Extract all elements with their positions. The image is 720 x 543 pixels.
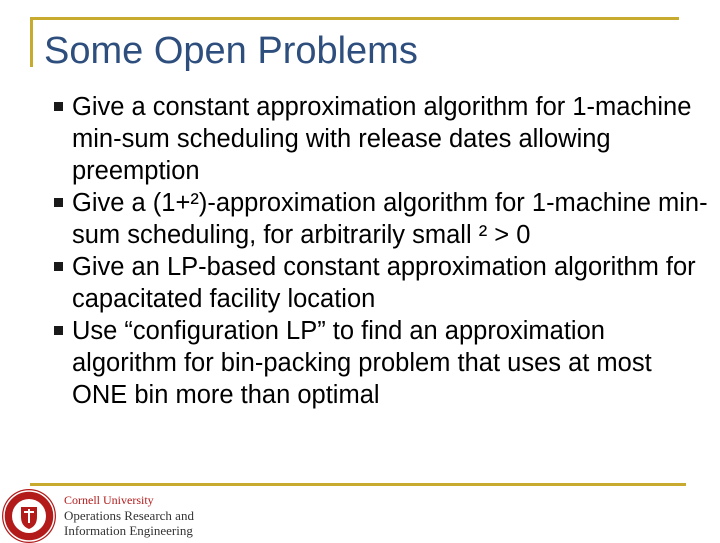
square-bullet-icon [54,326,63,335]
footer-rule [30,483,686,486]
bullet-item [54,187,714,251]
bullet-text: Use “configuration LP” to find an approximation algorithm for bin-packing problem that uses at most ONE bin more than optimal [72,317,652,409]
logo-university: Cornell University [64,493,154,507]
square-bullet-icon [54,262,63,271]
bullet-list [54,91,714,411]
square-bullet-icon [54,102,63,111]
bullet-text: Give a constant approximation algorithm for 1-machine min-sum scheduling with release dates allowing preemption [72,93,692,185]
logo-line-1: Operations Research and [64,508,194,523]
title-frame-top-rule [30,17,679,20]
bullet-item [54,315,714,411]
square-bullet-icon [54,198,63,207]
bullet-item [54,251,714,315]
cornell-seal-icon [2,489,56,543]
slide-title: Some Open Problems [44,30,418,72]
bullet-text: Give a (1+²)-approximation algorithm for 1-machine min-sum scheduling, for arbitrarily small ² > 0 [72,189,708,249]
bullet-item [54,91,714,187]
bullet-text: Give an LP-based constant approximation algorithm for capacitated facility location [72,253,696,313]
title-frame-left-rule [30,17,33,67]
logo-line-2: Information Engineering [64,523,193,538]
department-logo [64,493,194,538]
